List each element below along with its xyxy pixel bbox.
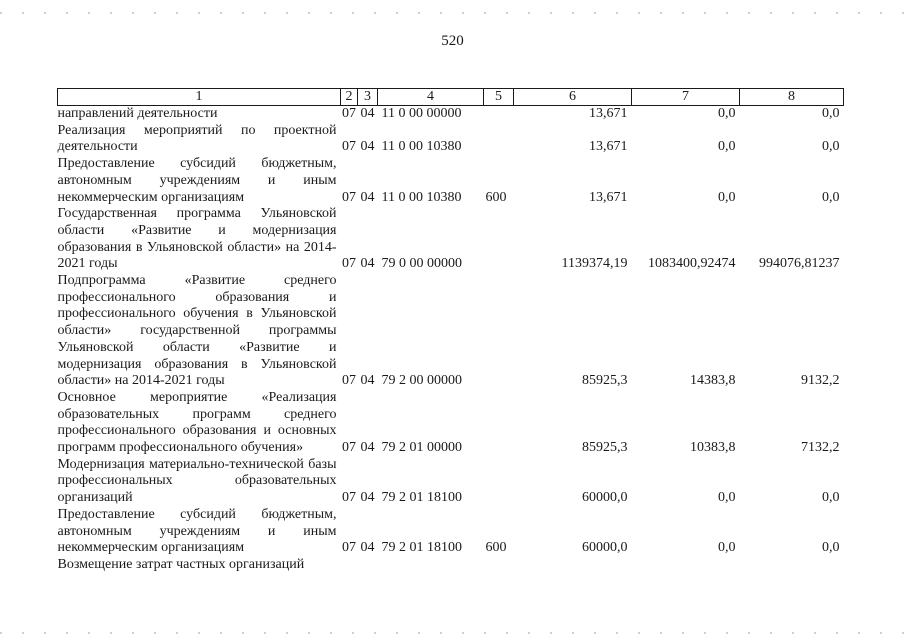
- row-subsection: 04: [360, 373, 375, 389]
- row-name: Подпрограмма «Развитие среднего профессионального образования и профессионального обучения в Ульяновской области» государственной программы Ульяновской области «Развитие и модернизация образования в Ульяновской области» на 2014-2021 годы: [57, 273, 337, 389]
- column-header-row: [58, 89, 844, 106]
- row-section: [341, 557, 358, 574]
- row-value-8: [740, 557, 844, 574]
- row-expense-type: [484, 123, 514, 156]
- column-header: 5: [484, 89, 514, 106]
- column-header: 8: [740, 89, 844, 106]
- scan-noise-top: [0, 12, 905, 14]
- budget-table: [57, 88, 844, 574]
- row-subsection: 04: [360, 106, 375, 121]
- row-subsection: 04: [360, 189, 375, 205]
- row-value-8: 994076,81237: [759, 256, 840, 272]
- row-section: 07: [342, 540, 356, 556]
- row-target-code: 79 2 01 18100: [381, 540, 462, 556]
- row-value-6: 1139374,19: [561, 256, 628, 272]
- row-name: направлений деятельности: [57, 106, 218, 121]
- row-subsection: 04: [360, 540, 375, 556]
- row-name: Предоставление субсидий бюджетным, автономным учреждениям и иным некоммерческим организациям: [57, 506, 337, 556]
- row-target-code: 79 2 01 18100: [381, 490, 462, 506]
- row-value-7: 0,0: [718, 139, 736, 155]
- column-header: 6: [514, 89, 632, 106]
- row-value-7: 14383,8: [690, 373, 736, 389]
- row-value-7: 0,0: [718, 189, 736, 205]
- column-header: 4: [378, 89, 484, 106]
- row-target-code: 11 0 00 10380: [381, 189, 462, 205]
- row-section: 07: [342, 373, 356, 389]
- row-value-7: 10383,8: [690, 440, 736, 456]
- row-name: Реализация мероприятий по проектной деятельности: [57, 122, 337, 155]
- row-value-8: 0,0: [822, 189, 840, 205]
- table-row: [58, 390, 844, 457]
- row-expense-type: [484, 106, 514, 123]
- row-subsection: 04: [360, 139, 375, 155]
- column-header: 3: [358, 89, 378, 106]
- row-target-code: 11 0 00 00000: [381, 106, 462, 121]
- table-row: [58, 273, 844, 390]
- row-expense-type: 600: [485, 540, 507, 556]
- table-row: [58, 123, 844, 156]
- row-value-6: 13,671: [589, 189, 628, 205]
- row-value-6: 85925,3: [582, 440, 628, 456]
- table-row: [58, 106, 844, 123]
- row-section: 07: [342, 106, 356, 121]
- row-section: 07: [342, 490, 356, 506]
- row-value-8: 0,0: [822, 106, 840, 121]
- table-row: [58, 156, 844, 206]
- row-value-7: 1083400,92474: [648, 256, 736, 272]
- row-value-6: [514, 557, 632, 574]
- row-expense-type: [484, 273, 514, 390]
- row-name: Модернизация материально-технической базы профессиональных образовательных организаций: [57, 456, 337, 506]
- row-value-7: 0,0: [718, 106, 736, 121]
- row-value-6: 13,671: [589, 139, 628, 155]
- row-value-8: 0,0: [822, 139, 840, 155]
- table-row: [58, 557, 844, 574]
- row-subsection: 04: [360, 490, 375, 506]
- row-expense-type: [484, 390, 514, 457]
- column-header: 2: [341, 89, 358, 106]
- row-target-code: 11 0 00 10380: [381, 139, 462, 155]
- table-row: [58, 206, 844, 273]
- row-expense-type: [484, 206, 514, 273]
- row-expense-type: [484, 557, 514, 574]
- row-value-8: 7132,2: [801, 440, 840, 456]
- row-section: 07: [342, 189, 356, 205]
- row-target-code: 79 2 01 00000: [381, 440, 462, 456]
- row-value-6: 60000,0: [582, 540, 628, 556]
- row-value-6: 85925,3: [582, 373, 628, 389]
- row-section: 07: [342, 139, 356, 155]
- table-row: [58, 457, 844, 507]
- column-header: 1: [58, 89, 341, 106]
- row-name: Основное мероприятие «Реализация образовательных программ среднего профессионального образования и основных программ профессионального обучения»: [57, 389, 337, 456]
- scan-noise-bottom: [0, 632, 905, 634]
- page-number: 520: [441, 33, 464, 49]
- row-subsection: 04: [360, 256, 375, 272]
- column-header: 7: [632, 89, 740, 106]
- row-name: Государственная программа Ульяновской области «Развитие и модернизация образования в Ульяновской области» на 2014-2021 годы: [57, 206, 337, 272]
- row-value-7: 0,0: [718, 490, 736, 506]
- row-section: 07: [342, 256, 356, 272]
- row-target-code: 79 2 00 00000: [381, 373, 462, 389]
- row-target-code: 79 0 00 00000: [381, 256, 462, 272]
- row-subsection: [358, 557, 378, 574]
- row-name: Предоставление субсидий бюджетным, автономным учреждениям и иным некоммерческим организациям: [57, 156, 337, 205]
- table-row: [58, 507, 844, 557]
- row-expense-type: [484, 457, 514, 507]
- row-value-8: 0,0: [822, 540, 840, 556]
- row-target-code: [378, 557, 484, 574]
- row-name: Возмещение затрат частных организаций: [57, 556, 305, 572]
- row-value-6: 60000,0: [582, 490, 628, 506]
- row-value-7: 0,0: [718, 540, 736, 556]
- row-value-7: [632, 557, 740, 574]
- row-subsection: 04: [360, 440, 375, 456]
- row-section: 07: [342, 440, 356, 456]
- row-value-6: 13,671: [589, 106, 628, 121]
- row-expense-type: 600: [485, 189, 507, 205]
- row-value-8: 0,0: [822, 490, 840, 506]
- row-value-8: 9132,2: [801, 373, 840, 389]
